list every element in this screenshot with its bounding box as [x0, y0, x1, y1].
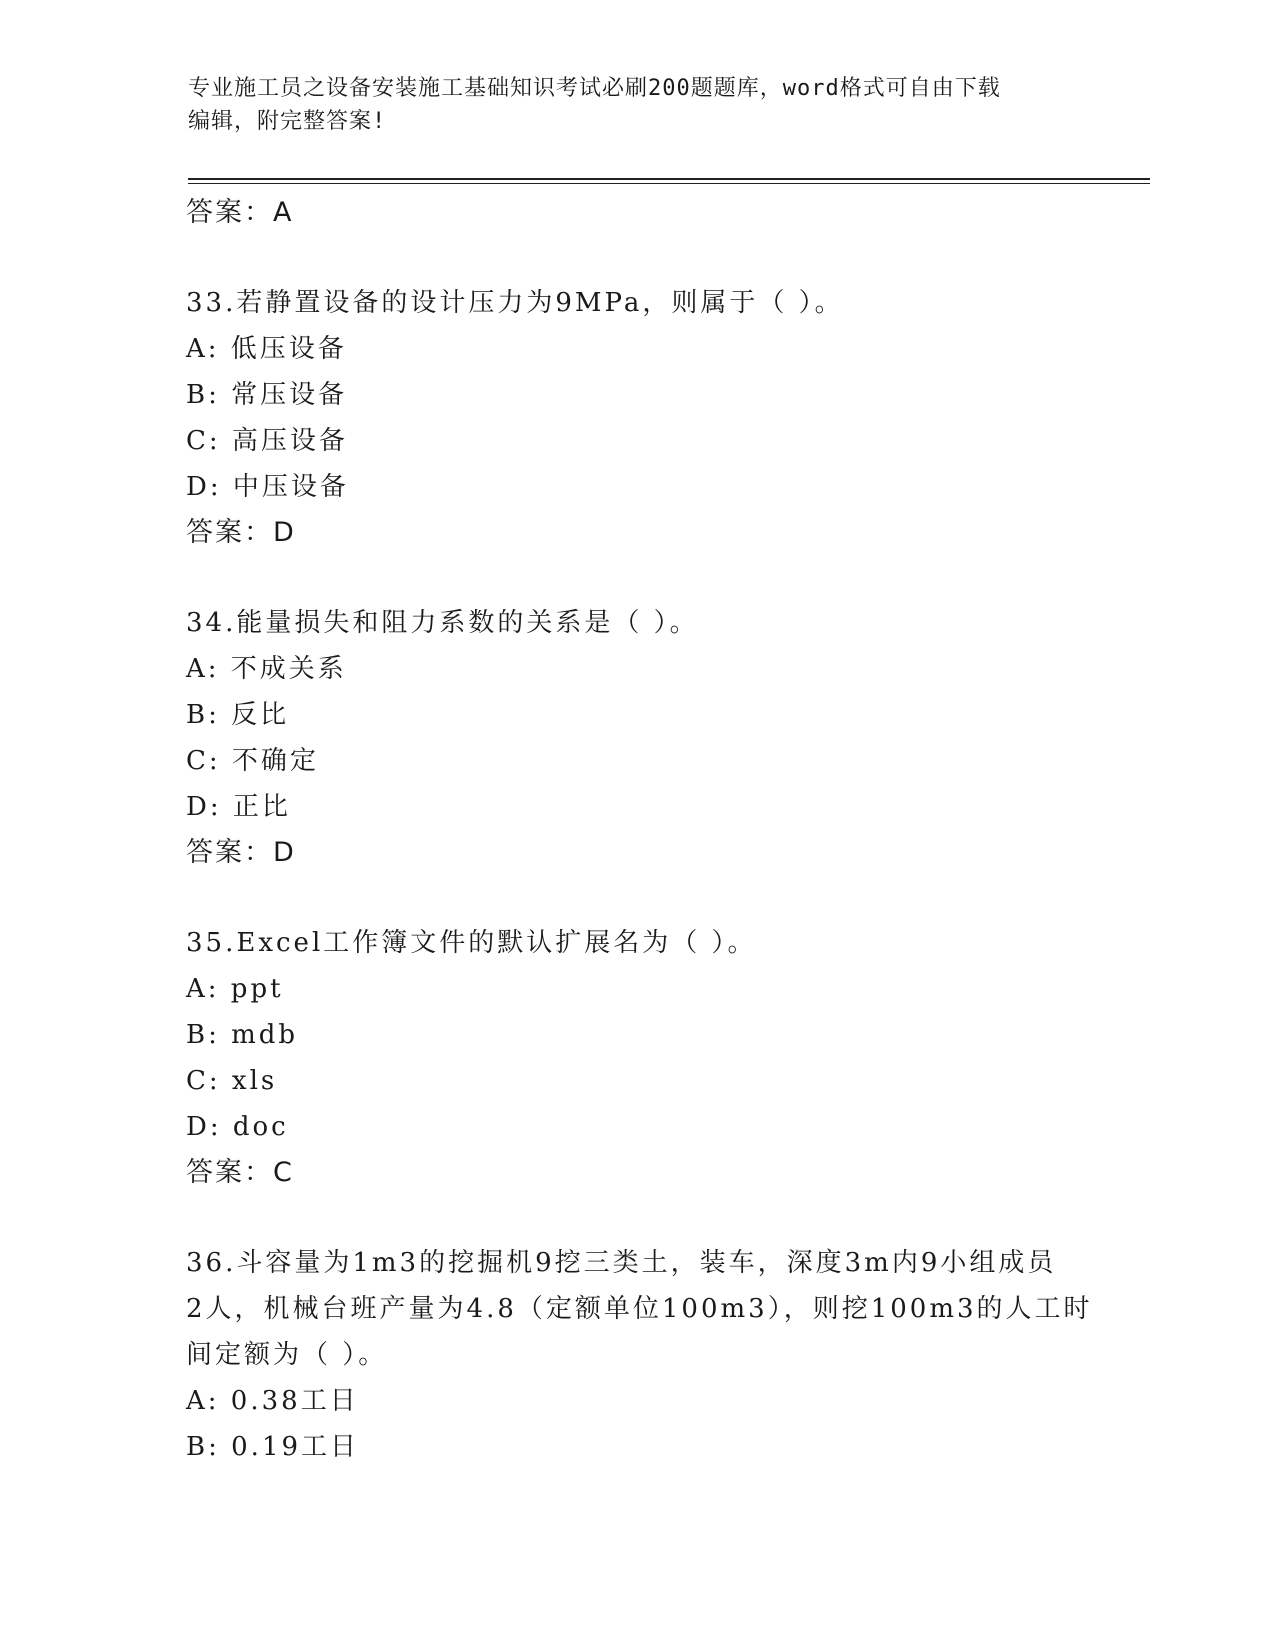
question-stem: 35.Excel工作簿文件的默认扩展名为（ ）。	[186, 928, 757, 958]
option-c: C: 不确定	[186, 746, 319, 776]
option-b: B: 反比	[186, 700, 290, 730]
option-d: D: 正比	[186, 792, 291, 822]
option-d: D: 中压设备	[186, 472, 349, 502]
answer-line: 答案：A	[186, 197, 294, 228]
document-header	[188, 72, 1068, 138]
question-stem: 33.若静置设备的设计压力为9MPa，则属于（ ）。	[186, 288, 844, 318]
question-block	[186, 600, 1086, 876]
spacer	[186, 236, 1086, 280]
option-a: A: 低压设备	[186, 334, 347, 364]
option-b: B: mdb	[186, 1020, 299, 1050]
option-c: C: 高压设备	[186, 426, 348, 456]
option-a: A: 0.38工日	[186, 1386, 359, 1416]
question-block	[186, 1240, 1093, 1470]
spacer	[186, 876, 1086, 920]
option-b: B: 0.19工日	[186, 1432, 360, 1462]
question-list	[186, 190, 1093, 1470]
header-line-1: 专业施工员之设备安装施工基础知识考试必刷200题题库，word格式可自由下载	[188, 76, 1001, 101]
question-stem: 34.能量损失和阻力系数的关系是（ ）。	[186, 608, 699, 638]
answer-line: 答案：D	[186, 517, 296, 548]
question-stem-line-3: 间定额为（ ）。	[186, 1340, 388, 1370]
option-b: B: 常压设备	[186, 380, 348, 410]
option-a: A: ppt	[186, 974, 284, 1004]
option-d: D: doc	[186, 1112, 289, 1142]
header-divider-bottom	[188, 183, 1150, 184]
question-block	[186, 920, 1086, 1196]
question-block	[186, 280, 1086, 556]
answer-line: 答案：C	[186, 1157, 294, 1188]
option-c: C: xls	[186, 1066, 278, 1096]
question-stem-line-2: 2人，机械台班产量为4.8（定额单位100m3），则挖100m3的人工时	[186, 1294, 1093, 1324]
header-line-2: 编辑，附完整答案!	[188, 109, 387, 134]
spacer	[186, 556, 1086, 600]
answer-line: 答案：D	[186, 837, 296, 868]
option-a: A: 不成关系	[186, 654, 347, 684]
header-divider-top	[188, 178, 1150, 180]
spacer	[186, 1196, 1086, 1240]
question-stem-line-1: 36.斗容量为1m3的挖掘机9挖三类土，装车，深度3m内9小组成员	[186, 1248, 1057, 1278]
